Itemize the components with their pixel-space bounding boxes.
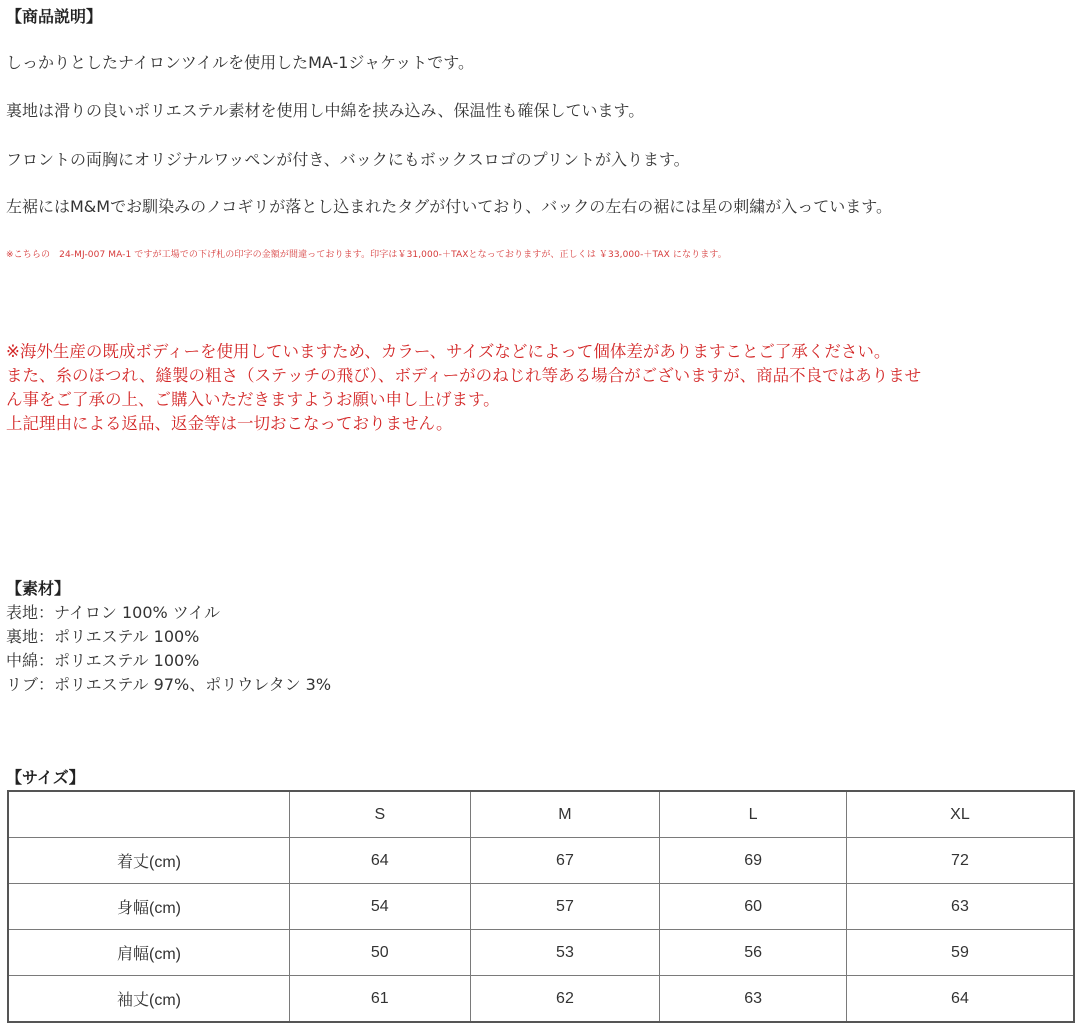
table-cell: 64 bbox=[846, 976, 1074, 1023]
row-label-width: 身幅(cm) bbox=[8, 884, 289, 930]
description-line-2: 裏地は滑りの良いポリエステル素材を使用し中綿を挟み込み、保温性も確保しています。 bbox=[6, 101, 645, 120]
table-cell: 72 bbox=[846, 838, 1074, 884]
table-row bbox=[8, 930, 1074, 976]
warning-line-1: ※海外生産の既成ボディーを使用していますため、カラー、サイズなどによって個体差がありますことご了承ください。 bbox=[6, 342, 891, 361]
row-label-length: 着丈(cm) bbox=[8, 838, 289, 884]
table-cell: 60 bbox=[660, 884, 847, 930]
table-cell: 56 bbox=[660, 930, 847, 976]
size-col-xl: XL bbox=[846, 791, 1074, 838]
table-cell: 61 bbox=[289, 976, 470, 1023]
table-cell: 62 bbox=[470, 976, 660, 1023]
size-heading: 【サイズ】 bbox=[6, 768, 85, 787]
size-col-m: M bbox=[470, 791, 660, 838]
material-padding: 中綿：ポリエステル 100% bbox=[6, 651, 200, 670]
table-cell: 53 bbox=[470, 930, 660, 976]
table-cell: 63 bbox=[660, 976, 847, 1023]
table-row bbox=[8, 838, 1074, 884]
size-table-header-row bbox=[8, 791, 1074, 838]
row-label-sleeve: 袖丈(cm) bbox=[8, 976, 289, 1023]
material-rib: リブ：ポリエステル 97%、ポリウレタン 3% bbox=[6, 675, 332, 694]
table-row bbox=[8, 884, 1074, 930]
table-cell: 54 bbox=[289, 884, 470, 930]
description-heading: 【商品説明】 bbox=[6, 7, 103, 26]
table-row bbox=[8, 976, 1074, 1023]
table-cell: 63 bbox=[846, 884, 1074, 930]
size-col-l: L bbox=[660, 791, 847, 838]
description-line-4: 左裾にはM&Mでお馴染みのノコギリが落とし込まれたタグが付いており、バックの左右の裾には星の刺繍が入っています。 bbox=[6, 197, 893, 216]
size-col-s: S bbox=[289, 791, 470, 838]
row-label-shoulder: 肩幅(cm) bbox=[8, 930, 289, 976]
table-cell: 67 bbox=[470, 838, 660, 884]
table-cell: 59 bbox=[846, 930, 1074, 976]
warning-line-2: また、糸のほつれ、縫製の粗さ（ステッチの飛び）、ボディーがのねじれ等ある場合がございますが、商品不良ではありませ bbox=[6, 366, 922, 385]
table-cell: 50 bbox=[289, 930, 470, 976]
size-table bbox=[7, 790, 1075, 1023]
warning-line-4: 上記理由による返品、返金等は一切おこなっておりません。 bbox=[6, 414, 453, 433]
size-table-corner-cell bbox=[8, 791, 289, 838]
description-line-1: しっかりとしたナイロンツイルを使用したMA-1ジャケットです。 bbox=[6, 53, 475, 72]
table-cell: 64 bbox=[289, 838, 470, 884]
table-cell: 69 bbox=[660, 838, 847, 884]
price-correction-note: ※こちらの 24-MJ-007 MA-1 ですが工場での下げ札の印字の金額が間違っております。印字は￥31,000-＋TAXとなっておりますが、正しくは ￥33,000-＋TAX になります。 bbox=[6, 250, 727, 260]
warning-line-3: ん事をご了承の上、ご購入いただきますようお願い申し上げます。 bbox=[6, 390, 500, 409]
materials-heading: 【素材】 bbox=[6, 579, 71, 598]
material-outer: 表地：ナイロン 100% ツイル bbox=[6, 603, 220, 622]
table-cell: 57 bbox=[470, 884, 660, 930]
material-lining: 裏地：ポリエステル 100% bbox=[6, 627, 200, 646]
description-line-3: フロントの両胸にオリジナルワッペンが付き、バックにもボックスロゴのプリントが入ります。 bbox=[6, 150, 690, 169]
